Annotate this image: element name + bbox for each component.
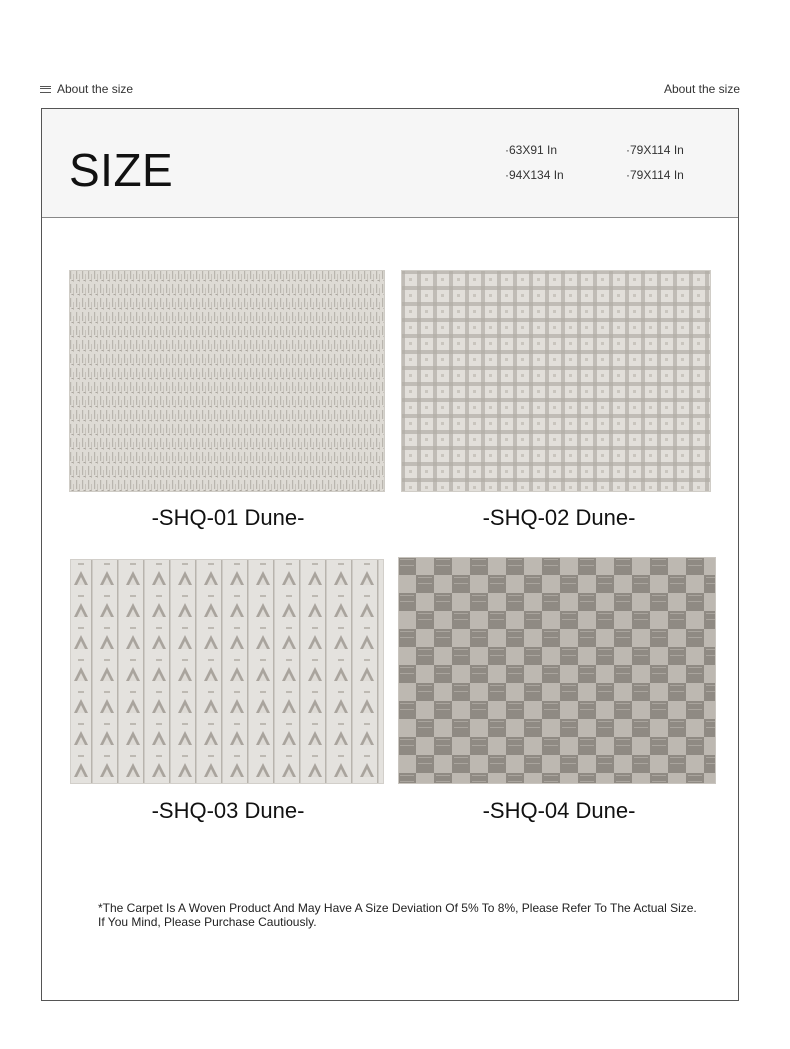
rug-image-shq-01[interactable]: [69, 270, 385, 492]
about-size-link-right[interactable]: [664, 82, 740, 96]
product-caption: -SHQ-03 Dune-: [151, 798, 305, 823]
top-bar: [40, 82, 740, 100]
product-caption: -SHQ-04 Dune-: [482, 798, 636, 823]
size-option: ·79X114 In: [626, 168, 684, 182]
size-header: [42, 109, 738, 218]
product-caption: -SHQ-01 Dune-: [151, 505, 305, 530]
size-deviation-note: *The Carpet Is A Woven Product And May Have A Size Deviation Of 5% To 8%, Please Refer To The Actual Size. If You Mind, Please Purchase Cautiously.: [98, 901, 697, 929]
rug-image-shq-04[interactable]: [398, 557, 716, 784]
size-option: ·94X134 In: [505, 168, 564, 182]
menu-icon: [40, 86, 51, 93]
rug-image-shq-03[interactable]: [70, 559, 384, 784]
size-list: [505, 143, 705, 187]
page-title: SIZE: [69, 144, 174, 196]
size-option: ·79X114 In: [626, 143, 684, 157]
product-caption: -SHQ-02 Dune-: [482, 505, 636, 530]
about-size-label-right: About the size: [663, 82, 740, 96]
rug-image-shq-02[interactable]: [401, 270, 711, 492]
about-size-label-left: About the size: [57, 82, 134, 96]
size-option: ·63X91 In: [505, 143, 558, 157]
size-panel: [41, 108, 739, 1001]
about-size-link-left[interactable]: [40, 82, 133, 96]
